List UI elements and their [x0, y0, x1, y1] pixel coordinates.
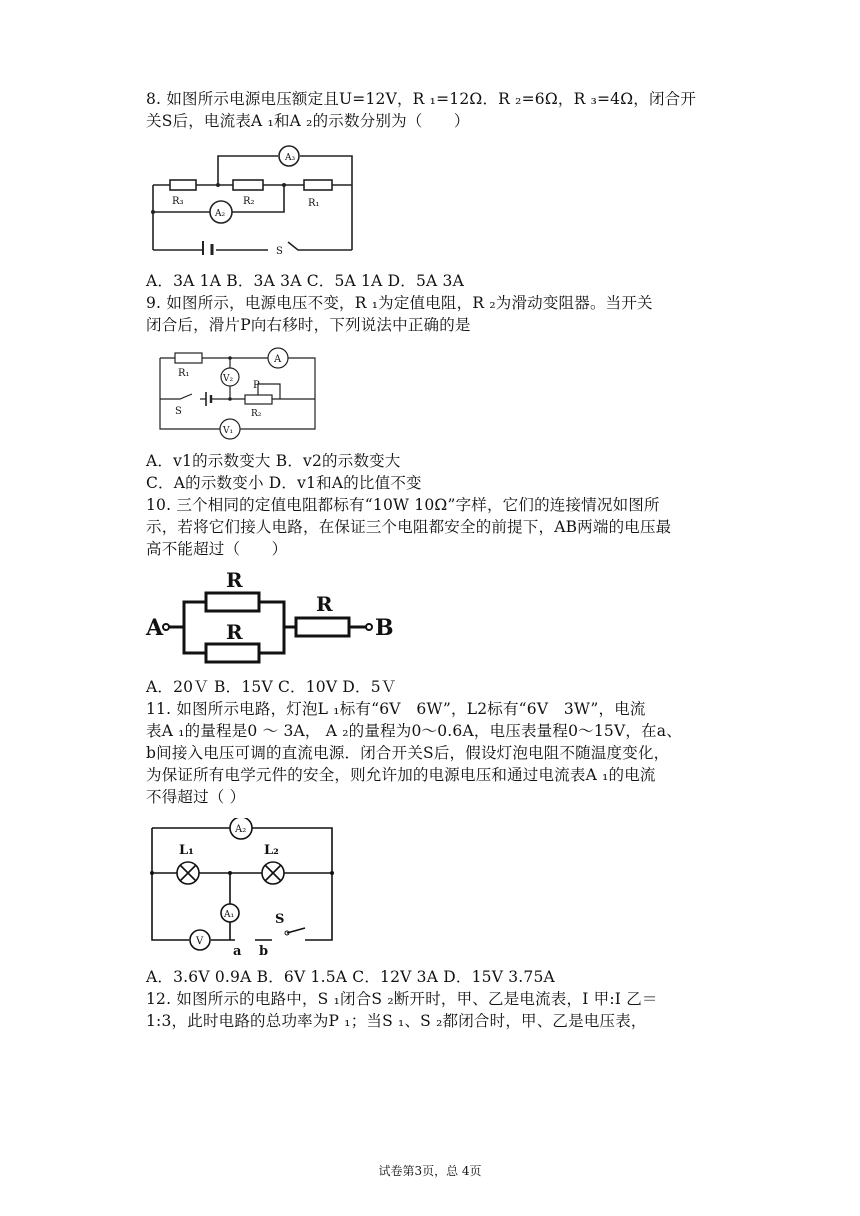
q8-line2: 关S后，电流表A ₁和A ₂的示数分别为（ ） — [146, 112, 470, 130]
q11-line2: 表A ₁的量程是0 ～ 3A， A ₂的量程为0～0.6A，电压表量程0～15V，在a、 — [146, 722, 682, 740]
q11-v-label: V — [196, 936, 204, 947]
q10-b-label: B — [375, 615, 394, 641]
q8-options: A．3A 1A B．3A 3A C．5A 1A D．5A 3A — [146, 272, 465, 290]
q10-options: A．20Ｖ B．15V C．10V D．5Ｖ — [146, 678, 397, 696]
q8-s-label: S — [276, 246, 283, 255]
q8-r3-label: R₃ — [172, 196, 184, 207]
q10-line1: 10. 三个相同的定值电阻都标有“10W 10Ω”字样，它们的连接情况如图所 — [146, 496, 660, 514]
q11-l1-label: L₁ — [179, 843, 194, 858]
q9-options-2: C．A的示数变小 D．v1和A的比值不变 — [146, 474, 422, 492]
q11-s-label: S — [275, 912, 285, 927]
page-footer: 试卷第3页，总 4页 — [378, 1164, 482, 1178]
q9-line1: 9. 如图所示，电源电压不变，R ₁为定值电阻，R ₂为滑动变阻器。当开关 — [146, 294, 653, 312]
q12-line2: 1:3，此时电路的总功率为P ₁；当S ₁、S ₂都闭合时，甲、乙是电压表， — [146, 1012, 647, 1030]
q11-b-terminal-label: b — [259, 944, 269, 958]
q9-line2: 闭合后，滑片P向右移时，下列说法中正确的是 — [146, 316, 471, 334]
q8-line1: 8. 如图所示电源电压额定且U=12V，R ₁=12Ω．R ₂=6Ω，R ₃=4Ω，闭合开 — [146, 90, 697, 108]
q10-circuit-diagram — [144, 565, 394, 670]
q8-r2-label: R₂ — [243, 196, 255, 207]
q11-line1: 11. 如图所示电路，灯泡L ₁标有“6V 6W”，L2标有“6V 3W”，电流 — [146, 700, 646, 718]
q10-r-bottom-label: R — [226, 620, 243, 644]
q9-options-1: A．v1的示数变大 B．v2的示数变大 — [146, 452, 401, 470]
q11-circuit-diagram — [147, 818, 337, 958]
q10-r-right-label: R — [316, 592, 333, 616]
q10-r-top-label: R — [226, 568, 243, 592]
q9-r2-label: R₂ — [251, 409, 262, 419]
q11-a1-label: A₁ — [224, 910, 235, 920]
q11-line3: b间接入电压可调的直流电源．闭合开关S后，假设灯泡电阻不随温度变化， — [146, 744, 670, 762]
q9-r1-label: R₁ — [178, 368, 190, 379]
q11-a-terminal-label: a — [233, 944, 242, 958]
q11-a2-label: A₂ — [235, 824, 247, 835]
q11-options: A．3.6V 0.9A B．6V 1.5A C．12V 3A D．15V 3.75A — [146, 968, 555, 986]
q11-line4: 为保证所有电学元件的安全，则允许加的电源电压和通过电流表A ₁的电流 — [146, 766, 656, 784]
q8-r1-label: R₁ — [308, 198, 320, 209]
q9-s-label: S — [175, 406, 182, 417]
q12-line1: 12. 如图所示的电路中，S ₁闭合S ₂断开时，甲、乙是电流表，I 甲:I 乙＝ — [146, 990, 658, 1008]
q8-a3-label: A₃ — [285, 153, 296, 163]
q10-a-label: A — [146, 615, 164, 641]
q9-v1-label: V₁ — [223, 426, 234, 436]
q9-circuit-diagram — [150, 344, 325, 442]
q11-l2-label: L₂ — [264, 843, 279, 858]
q9-a-label: A — [274, 354, 282, 365]
q9-p-label: P — [253, 380, 260, 391]
q10-line2: 示，若将它们接人电路，在保证三个电阻都安全的前提下，AB两端的电压最 — [146, 518, 672, 536]
q8-a2-label: A₂ — [215, 209, 226, 219]
q9-v2-label: V₂ — [223, 374, 234, 384]
q11-line5: 不得超过（ ） — [146, 788, 246, 806]
q10-line3: 高不能超过（ ） — [146, 540, 288, 558]
q8-circuit-diagram — [148, 140, 363, 255]
